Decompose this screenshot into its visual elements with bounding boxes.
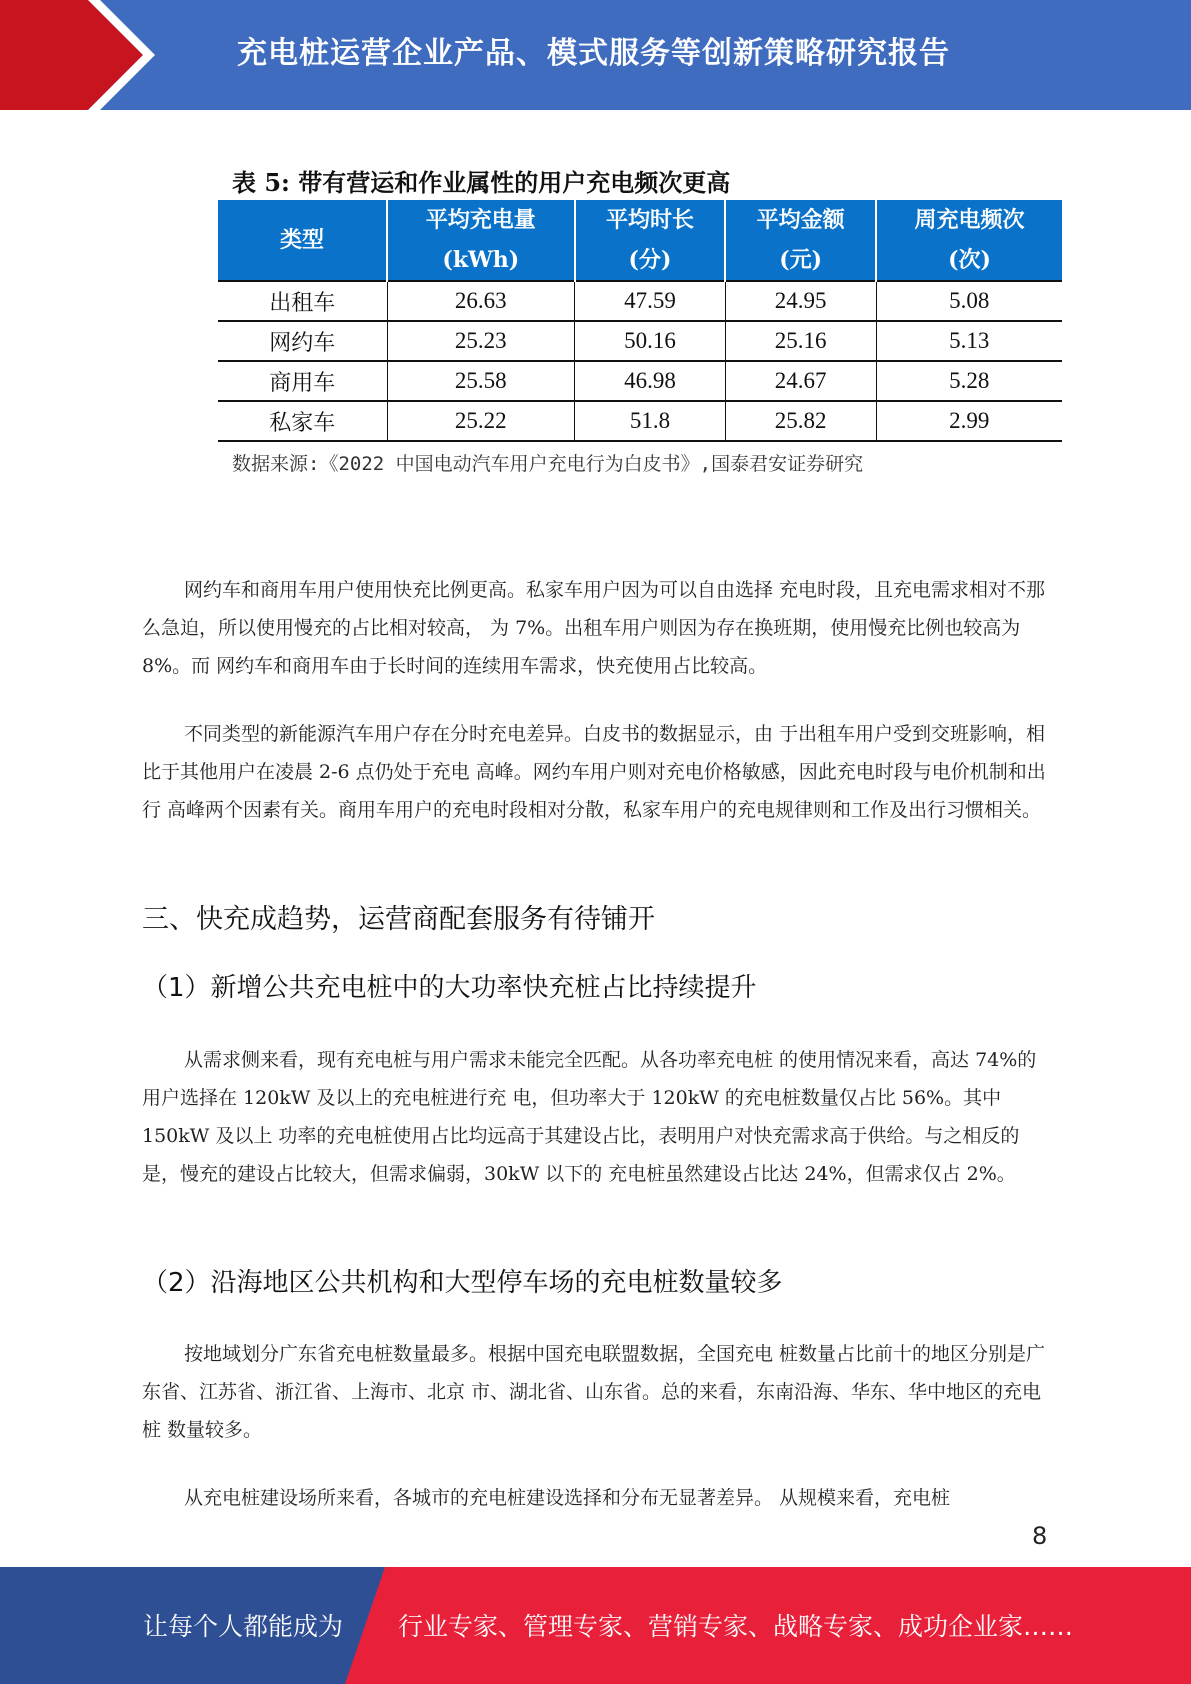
table-cell: 51.8 [575,401,726,441]
table-header-row [218,200,1062,281]
footer-slogan-right: 行业专家、管理专家、营销专家、战略专家、成功企业家…… [398,1612,1074,1641]
column-header-duration: 平均时长 (分) [575,200,726,281]
table-row [218,281,1062,321]
table-cell: 5.13 [876,321,1062,361]
table-cell: 50.16 [575,321,726,361]
table-cell: 5.28 [876,361,1062,401]
table-cell: 24.67 [725,361,876,401]
table-cell: 24.95 [725,281,876,321]
table-cell: 46.98 [575,361,726,401]
table-cell: 47.59 [575,281,726,321]
table-cell: 26.63 [387,281,575,321]
table-source-note: 数据来源:《2022 中国电动汽车用户充电行为白皮书》,国泰君安证券研究 [232,453,864,475]
column-header-energy: 平均充电量 (kWh) [387,200,575,281]
page-footer [0,1567,1191,1684]
table-cell: 25.22 [387,401,575,441]
paragraph-demand-side: 从需求侧来看，现有充电桩与用户需求未能完全匹配。从各功率充电桩 的使用情况来看，高达 74%的用户选择在 120kW 及以上的充电桩进行充 电，但功率大于 120kW 的充电桩数量仅占比 56%。其中 150kW 及以上 功率的充电桩使用占比均远高于其建设占比，表明用户对快充需求高于供给。与之相反的是，慢充的建设占比较大，但需求偏弱，30kW 以下的 充电桩虽然建设占比达 24%，但需求仅占 2%。 [142,1049,1037,1185]
paragraph-construction-site: 从充电桩建设场所来看，各城市的充电桩建设选择和分布无显著差异。 从规模来看，充电桩 [184,1487,951,1509]
table-row [218,321,1062,361]
footer-slogan-left: 让每个人都能成为 [143,1612,344,1641]
table-cell: 25.58 [387,361,575,401]
table-row [218,361,1062,401]
subsection-heading-1: （1）新增公共充电桩中的大功率快充桩占比持续提升 [142,973,757,1003]
column-header-frequency: 周充电频次 (次) [876,200,1062,281]
table-cell: 商用车 [218,361,387,401]
table-cell: 25.82 [725,401,876,441]
table-cell: 网约车 [218,321,387,361]
paragraph-regional: 按地域划分广东省充电桩数量最多。根据中国充电联盟数据，全国充电 桩数量占比前十的地区分别是广东省、江苏省、浙江省、上海市、北京 市、湖北省、山东省。总的来看，东南沿海、华东、华中地区的充电桩 数量较多。 [142,1343,1046,1441]
table-row [218,401,1062,441]
subsection-heading-2: （2）沿海地区公共机构和大型停车场的充电桩数量较多 [142,1268,783,1298]
table-cell: 出租车 [218,281,387,321]
table-cell: 2.99 [876,401,1062,441]
page-number: 8 [1032,1522,1048,1550]
column-header-amount: 平均金额 (元) [725,200,876,281]
table-cell: 25.16 [725,321,876,361]
page-header [0,0,1191,110]
data-table [218,200,1062,442]
header-arrow-decoration [0,0,160,110]
header-title: 充电桩运营企业产品、模式服务等创新策略研究报告 [237,36,950,71]
section-heading-3: 三、快充成趋势，运营商配套服务有待铺开 [142,904,655,935]
paragraph-charging-ratio: 网约车和商用车用户使用快充比例更高。私家车用户因为可以自由选择 充电时段，且充电需求相对不那么急迫，所以使用慢充的占比相对较高， 为 7%。出租车用户则因为存在换班期，使用慢充比例也较高为 8%。而 网约车和商用车由于长时间的连续用车需求，快充使用占比较高。 [142,579,1046,677]
paragraph-time-of-use: 不同类型的新能源汽车用户存在分时充电差异。白皮书的数据显示，由 于出租车用户受到交班影响，相比于其他用户在凌晨 2-6 点仍处于充电 高峰。网约车用户则对充电价格敏感，因此充电时段与电价机制和出行 高峰两个因素有关。商用车用户的充电时段相对分散，私家车用户的充电规律则和工作及出行习惯相关。 [142,723,1046,821]
table-cell: 25.23 [387,321,575,361]
table-cell: 5.08 [876,281,1062,321]
table-caption: 表 5: 带有营运和作业属性的用户充电频次更高 [232,168,731,197]
table-cell: 私家车 [218,401,387,441]
column-header-type: 类型 [218,200,387,281]
